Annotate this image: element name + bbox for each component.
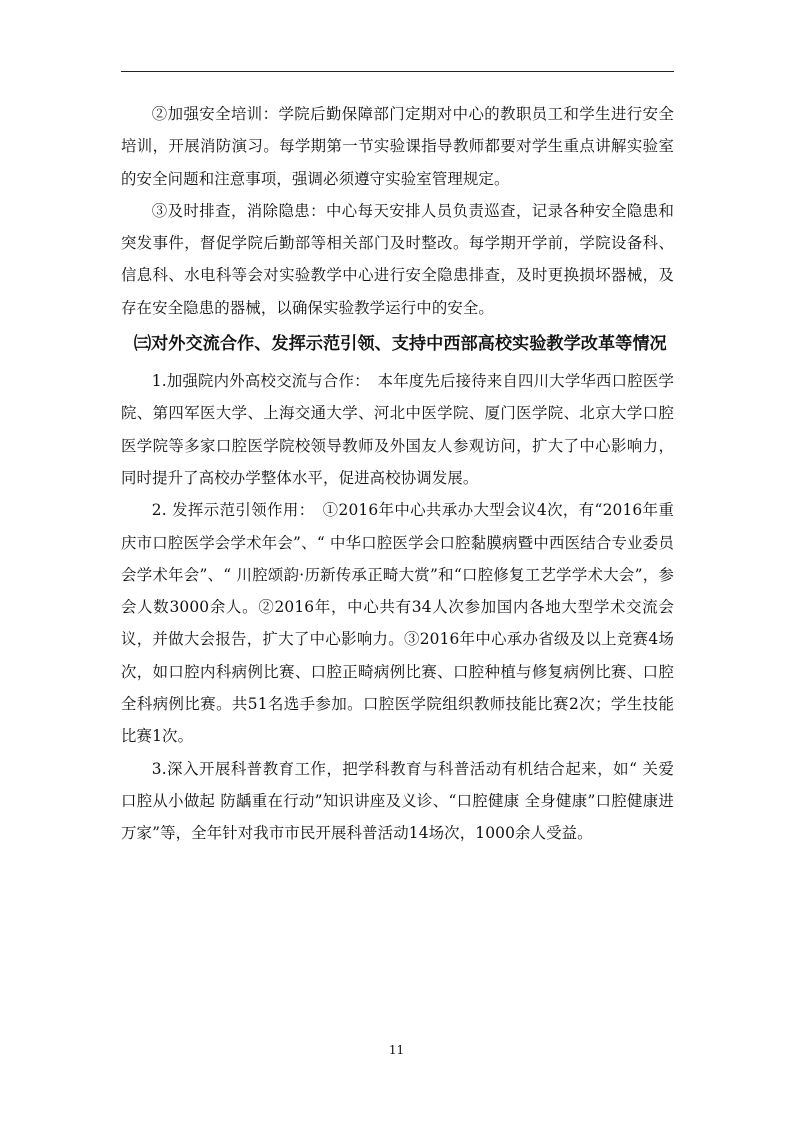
paragraph-safety-training: ②加强安全培训：学院后勤保障部门定期对中心的教职员工和学生进行安全培训，开展消防演习。每学期第一节实验课指导教师都要对学生重点讲解实验室的安全问题和注意事项，强调必须遵守实验室管理规定。 — [121, 105, 674, 188]
page-number: 11 — [388, 1043, 405, 1057]
header-rule — [121, 71, 674, 72]
paragraph-exchange-cooperation: 1.加强院内外高校交流与合作： 本年度先后接待来自四川大学华西口腔医学院、第四军医大学、上海交通大学、河北中医学院、厦门医学院、北京大学口腔医学院等多家口腔医学院校领导教师及外国友人参观访问，扩大了中心影响力，同时提升了高校办学整体水平，促进高校协调发展。 — [121, 372, 674, 487]
paragraph-science-education: 3.深入开展科普教育工作，把学科教育与科普活动有机结合起来，如“ 关爱口腔从小做起 防龋重在行动”知识讲座及义诊、“口腔健康 全身健康”口腔健康进万家”等，全年针对我市市民开展科普活动14场次，1000余人受益。 — [121, 759, 674, 843]
section-heading: ㈢对外交流合作、发挥示范引领、支持中西部高校实验教学改革等情况 — [133, 334, 667, 355]
paragraph-hazard-inspection: ③及时排查，消除隐患：中心每天安排人员负责巡查，记录各种安全隐患和突发事件，督促学院后勤部等相关部门及时整改。每学期开学前，学院设备科、信息科、水电科等会对实验教学中心进行安全隐患排查，及时更换损坏器械，及存在安全隐患的器械，以确保实验教学运行中的安全。 — [121, 201, 674, 317]
page-body — [121, 98, 674, 850]
paragraph-demonstration-role: 2. 发挥示范引领作用： ①2016年中心共承办大型会议4次，有“2016年重庆市口腔医学会学术年会”、“ 中华口腔医学会口腔黏膜病暨中西医结合专业委员会学术年会”、“ 川腔颂韵·历新传承正畸大赏”和“口腔修复工艺学学术大会”，参会人数3000余人。②2016年，中心共有34人次参加国内各地大型学术交流会议，并做大会报告，扩大了中心影响力。③2016年中心承办省级及以上竞赛4场次，如口腔内科病例比赛、口腔正畸病例比赛、口腔种植与修复病例比赛、口腔全科病例比赛。共51名选手参加。口腔医学院组织教师技能比赛2次；学生技能比赛1次。 — [121, 501, 674, 746]
